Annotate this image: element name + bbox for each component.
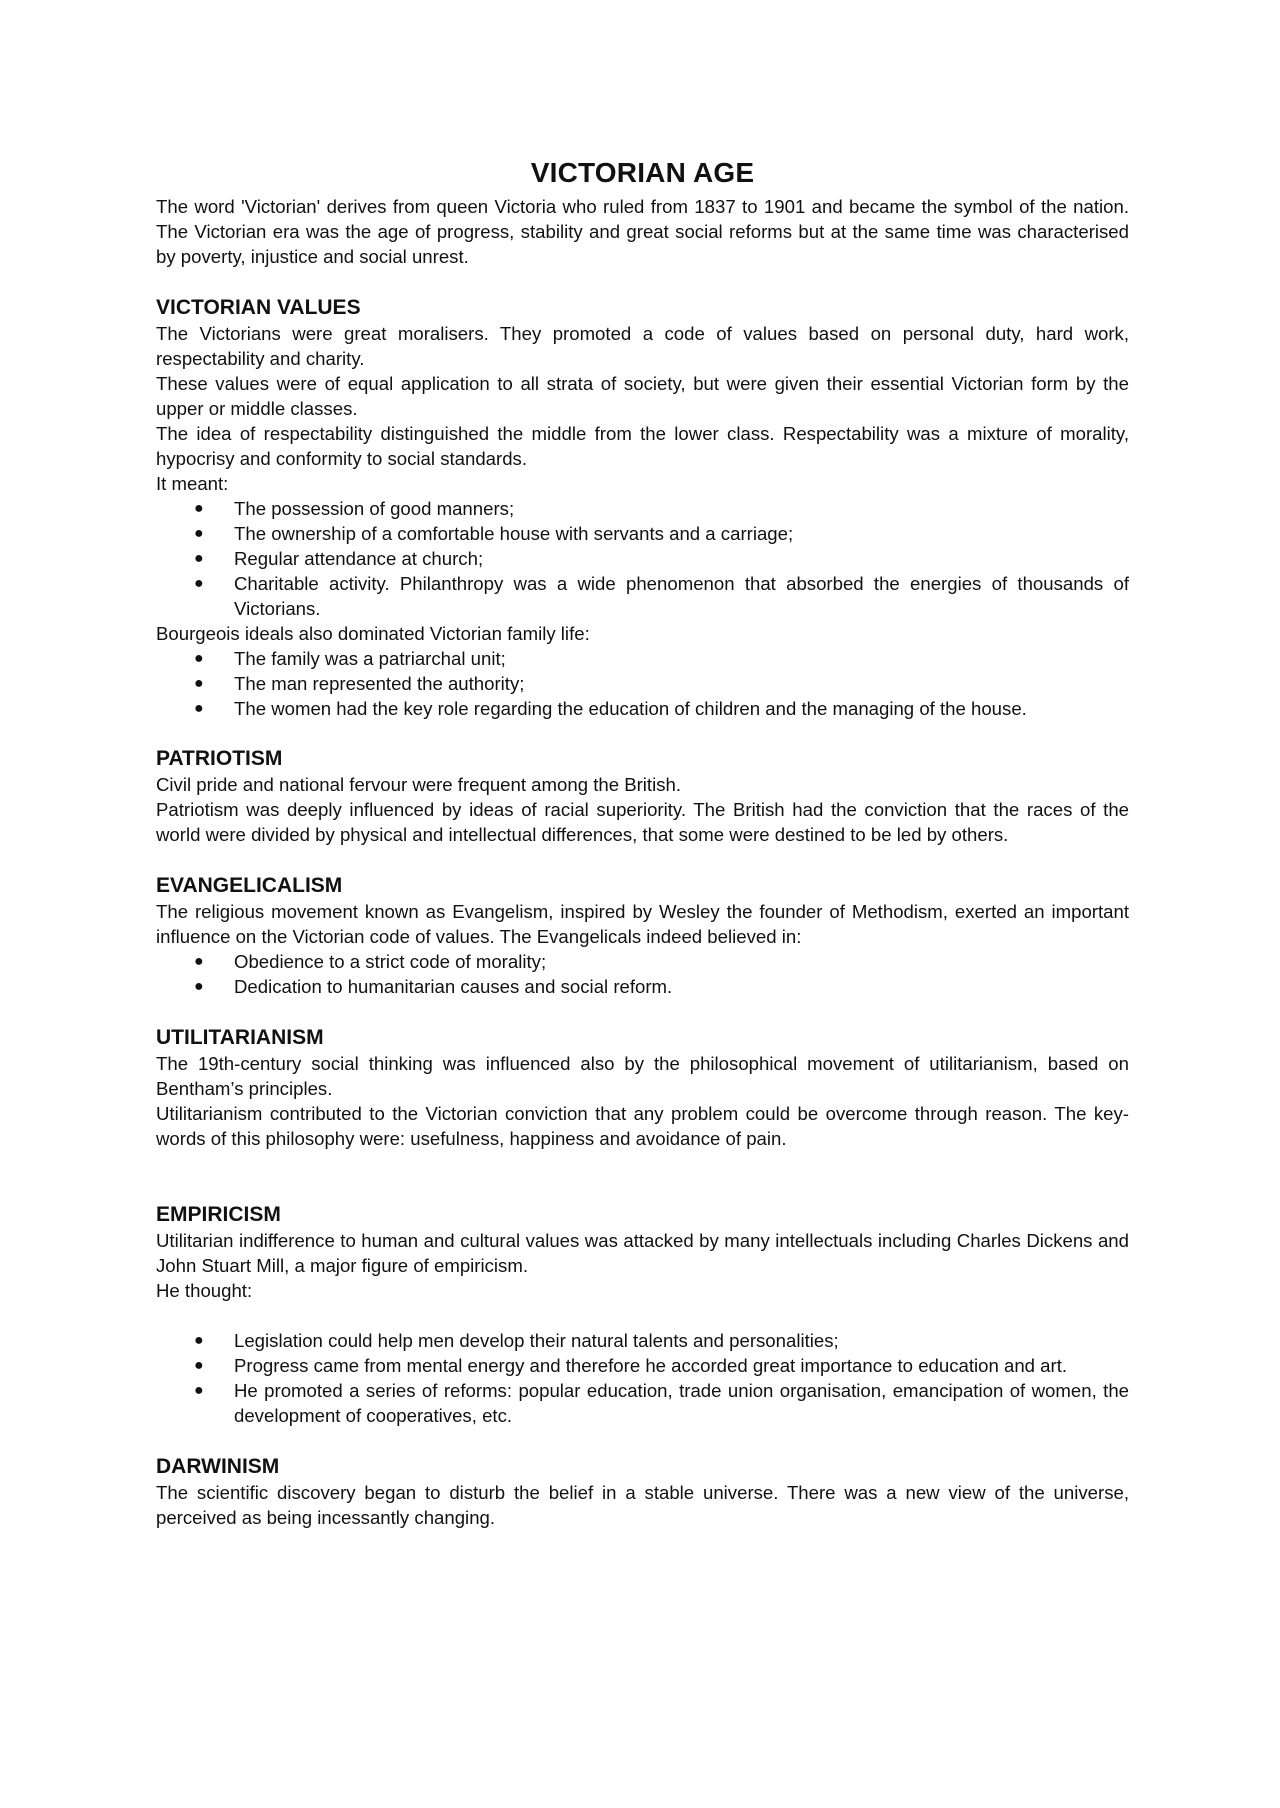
list-item <box>156 1378 1129 1428</box>
list-item <box>156 571 1129 621</box>
paragraph: The scientific discovery began to disturb the belief in a stable universe. There was a new view of the universe, perceived as being incessantly changing. <box>156 1482 1129 1528</box>
list-item-text: Progress came from mental energy and therefore he accorded great importance to education and art. <box>234 1355 1068 1376</box>
list-item <box>156 546 1129 571</box>
paragraph: The idea of respectability distinguished the middle from the lower class. Respectability was a mixture of morality, hypocrisy and conformity to social standards. <box>156 423 1129 469</box>
list-item-text: Regular attendance at church; <box>234 548 484 569</box>
paragraph: Patriotism was deeply influenced by ideas of racial superiority. The British had the conviction that the races of the world were divided by physical and intellectual differences, that some were destined to be led by others. <box>156 799 1129 845</box>
list-item <box>156 974 1129 999</box>
list-item <box>156 949 1129 974</box>
bullet-icon: ● <box>194 525 204 542</box>
bullet-icon: ● <box>194 500 204 517</box>
section-heading: UTILITARIANISM <box>156 1026 324 1049</box>
section-heading: EMPIRICISM <box>156 1203 281 1226</box>
bullet-icon: ● <box>194 550 204 567</box>
list-item <box>156 1328 1129 1353</box>
list-item <box>156 521 1129 546</box>
bullet-icon: ● <box>194 1382 204 1399</box>
section-heading: DARWINISM <box>156 1455 280 1478</box>
list-item-text: The possession of good manners; <box>234 498 515 519</box>
paragraph: Utilitarian indifference to human and cultural values was attacked by many intellectuals including Charles Dickens and John Stuart Mill, a major figure of empiricism. <box>156 1230 1129 1276</box>
paragraph: These values were of equal application to all strata of society, but were given their essential Victorian form by the upper or middle classes. <box>156 373 1129 419</box>
paragraph: He thought: <box>156 1280 253 1301</box>
bullet-icon: ● <box>194 675 204 692</box>
bullet-icon: ● <box>194 650 204 667</box>
bullet-icon: ● <box>194 1332 204 1349</box>
paragraph: The Victorians were great moralisers. They promoted a code of values based on personal duty, hard work, respectability and charity. <box>156 323 1129 369</box>
list-item <box>156 1353 1129 1378</box>
section-victorian-values <box>156 294 1129 721</box>
list-item-text: The women had the key role regarding the education of children and the managing of the house. <box>234 698 1027 719</box>
paragraph: Civil pride and national fervour were frequent among the British. <box>156 774 682 795</box>
intro-paragraph: The word 'Victorian' derives from queen Victoria who ruled from 1837 to 1901 and became the symbol of the nation. The Victorian era was the age of progress, stability and great social reforms but at the same time was characterised by poverty, injustice and social unrest. <box>156 196 1129 267</box>
section-heading: VICTORIAN VALUES <box>156 296 361 319</box>
bullet-list <box>156 646 1129 721</box>
list-item <box>156 696 1129 721</box>
section-darwinism <box>156 1453 1129 1530</box>
paragraph: Bourgeois ideals also dominated Victorian family life: <box>156 623 590 644</box>
list-item-text: Charitable activity. Philanthropy was a wide phenomenon that absorbed the energies of thousands of Victorians. <box>234 573 1129 619</box>
bullet-list <box>156 496 1129 621</box>
list-item-text: The man represented the authority; <box>234 673 525 694</box>
paragraph: Utilitarianism contributed to the Victorian conviction that any problem could be overcome through reason. The key-words of this philosophy were: usefulness, happiness and avoidance of pain. <box>156 1103 1129 1149</box>
bullet-icon: ● <box>194 700 204 717</box>
bullet-icon: ● <box>194 953 204 970</box>
list-item <box>156 671 1129 696</box>
bullet-list <box>156 1328 1129 1428</box>
section-heading: PATRIOTISM <box>156 747 283 770</box>
list-item <box>156 646 1129 671</box>
paragraph: The religious movement known as Evangelism, inspired by Wesley the founder of Methodism, exerted an important influence on the Victorian code of values. The Evangelicals indeed believed in: <box>156 901 1129 947</box>
list-item-text: Dedication to humanitarian causes and social reform. <box>234 976 673 997</box>
list-item-text: The ownership of a comfortable house with servants and a carriage; <box>234 523 794 544</box>
list-item <box>156 496 1129 521</box>
section-utilitarianism <box>156 1024 1129 1151</box>
section-heading: EVANGELICALISM <box>156 874 343 897</box>
bullet-icon: ● <box>194 1357 204 1374</box>
section-patriotism <box>156 745 1129 847</box>
section-evangelicalism <box>156 872 1129 999</box>
paragraph: The 19th-century social thinking was influenced also by the philosophical movement of utilitarianism, based on Bentham’s principles. <box>156 1053 1129 1099</box>
document-title: VICTORIAN AGE <box>530 157 755 188</box>
list-item-text: The family was a patriarchal unit; <box>234 648 506 669</box>
bullet-icon: ● <box>194 575 204 592</box>
section-empiricism <box>156 1201 1129 1428</box>
list-item-text: He promoted a series of reforms: popular education, trade union organisation, emancipation of women, the development of cooperatives, etc. <box>234 1380 1129 1426</box>
bullet-list <box>156 949 1129 999</box>
document-page <box>156 152 1129 1530</box>
blank-line <box>156 1303 1129 1328</box>
bullet-icon: ● <box>194 978 204 995</box>
list-item-text: Legislation could help men develop their natural talents and personalities; <box>234 1330 839 1351</box>
list-item-text: Obedience to a strict code of morality; <box>234 951 547 972</box>
paragraph: It meant: <box>156 473 229 494</box>
